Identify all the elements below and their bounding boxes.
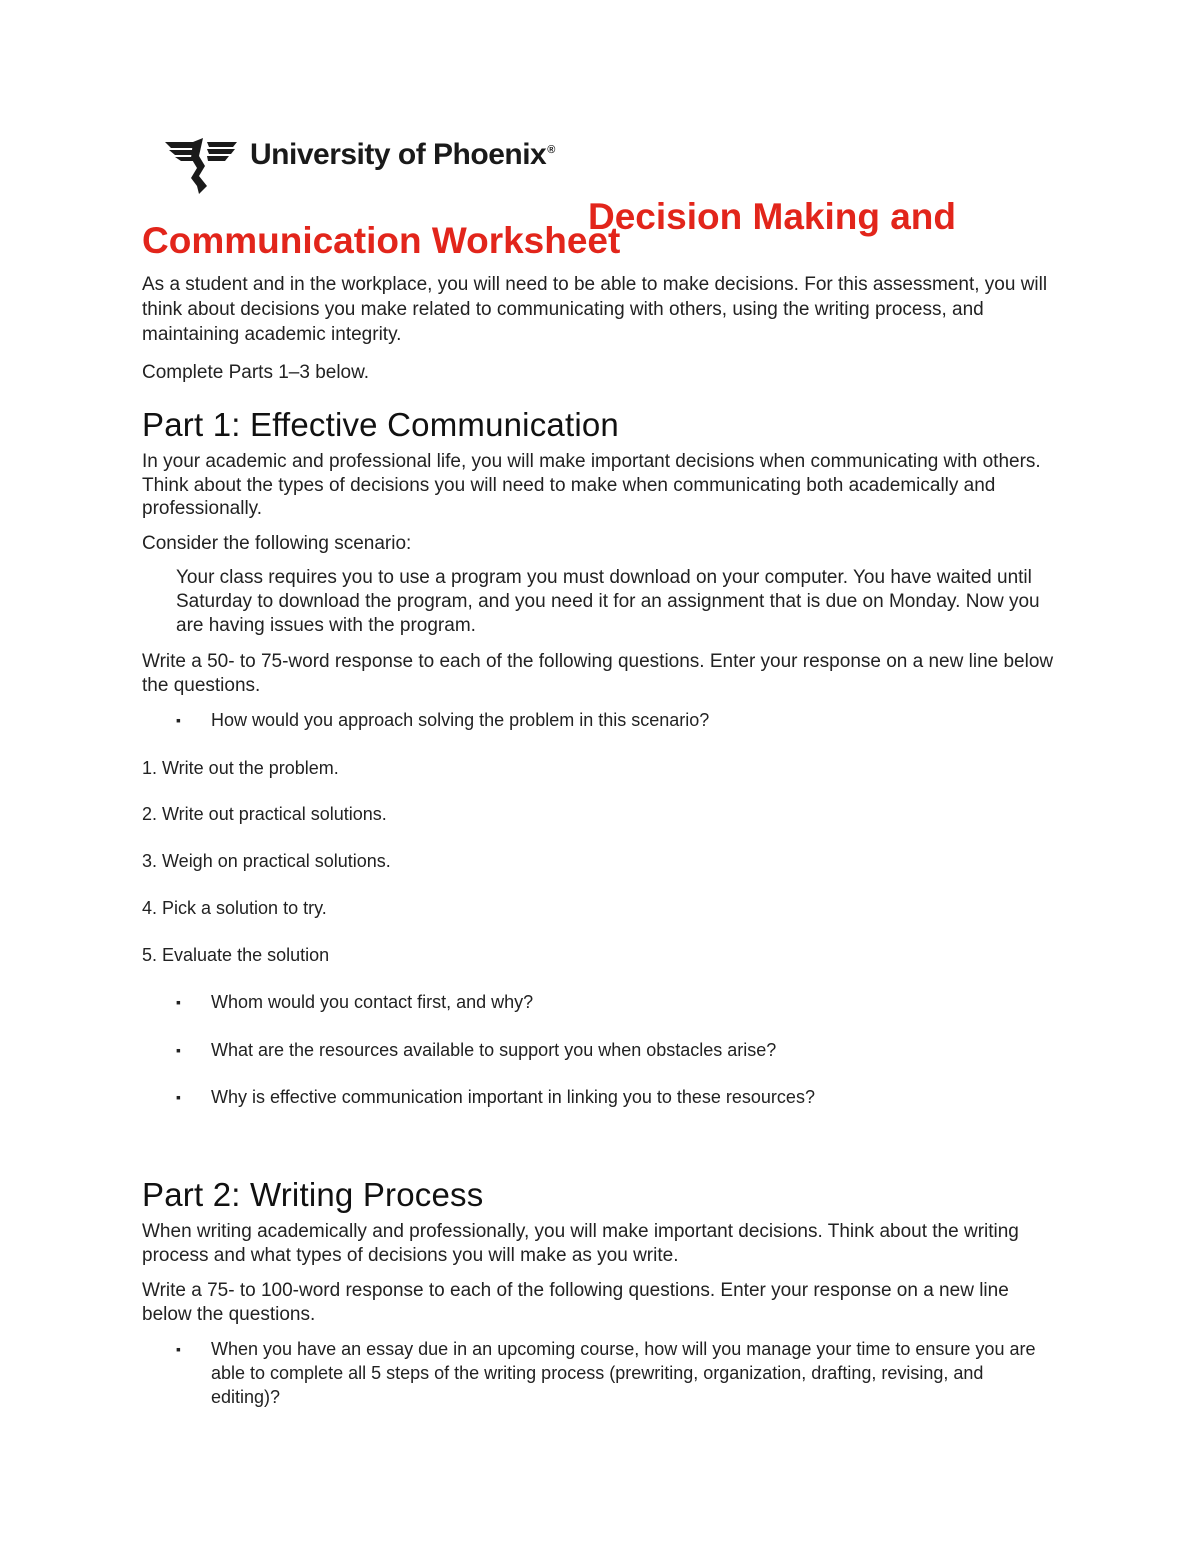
bullet-icon: ▪: [176, 1341, 181, 1357]
logo-wordmark: University of Phoenix®: [250, 138, 555, 171]
bullet-icon: ▪: [176, 994, 181, 1010]
part2-heading: Part 2: Writing Process: [142, 1176, 484, 1213]
part2-paragraph: When writing academically and professionally, you will make important decisions. Think about the writing process and what types of decisions you will make as you write.: [142, 1221, 1019, 1266]
part1-heading: Part 1: Effective Communication: [142, 406, 619, 443]
scenario-text: Your class requires you to use a program you must download on your computer. You have waited until Saturday to download the program, and you need it for an assignment that is due on Monday. Now you are having issues with the program.: [176, 567, 1040, 636]
step-item: 3. Weigh on practical solutions.: [142, 851, 391, 871]
intro-instruction: Complete Parts 1–3 below.: [142, 362, 370, 383]
step-item: 2. Write out practical solutions.: [142, 804, 387, 824]
part2-instruction: Write a 75- to 100-word response to each of the following questions. Enter your response on a new line below the questions.: [142, 1280, 1009, 1325]
document-title-line2: Communication Worksheet: [142, 220, 621, 261]
document-title-line1: Decision Making and: [588, 196, 957, 237]
bullet-icon: ▪: [176, 712, 181, 728]
step-item: 5. Evaluate the solution: [142, 945, 330, 965]
step-item: 1. Write out the problem.: [142, 758, 339, 778]
intro-paragraph: As a student and in the workplace, you will need to be able to make decisions. For this assessment, you will think about decisions you make related to communicating with others, using the writing process, and maintaining academic integrity.: [142, 274, 1048, 345]
bullet-icon: ▪: [176, 1042, 181, 1058]
part1-paragraph: In your academic and professional life, you will make important decisions when communicating with others. Think about the types of decisions you will need to make when communicating both academically and professionally.: [142, 451, 1041, 519]
bullet-icon: ▪: [176, 1089, 181, 1105]
part1-consider: Consider the following scenario:: [142, 533, 412, 554]
university-logo: [163, 136, 563, 198]
document-page: University of Phoenix® Decision Making and Communication Worksheet As a student and in the workplace, you will need to be able to make decisions. For this assessment, you will think about decisions you make related to communicating with others, using the writing process, and maintaining academic integrity. Complete Parts 1–3 below. Part 1: Effective Communication In your academic and professional life, you will make important decisions when communicating with others. Think about the types of decisions you will need to make when communicating both academically and professionally. Consider the following scenario: Your class requires you to use a program you must download on your computer. You have waited until Saturday to download the program, and you need it for an assignment that is due on Monday. Now you are having issues with the program. Write a 50- to 75-word response to each of the following questions. Enter your response on a new line below the questions. ▪ How would you approach solving the problem in this scenario? 1. Write out the problem. 2. Write out practical solutions. 3. Weigh on practical solutions. 4. Pick a solution to try. 5. Evaluate the solution ▪ Whom would you contact first, and why? ▪ What are the resources available to support you when obstacles arise? ▪ Why is effective communication important in linking you to these resources? Part 2: Writing Process When writing academically and professionally, you will make important decisions. Think about the writing process and what types of decisions you will make as you write. Write a 75- to 100-word response to each of the following questions. Enter your response on a new line below the questions. ▪ When you have an essay due in an upcoming course, how will you manage your time to ensure you are able to complete all 5 steps of the writing process (prewriting, organization, drafting, revising, and editing)?: [0, 0, 1200, 1553]
phoenix-logo-icon: [163, 136, 243, 196]
part1-instruction: Write a 50- to 75-word response to each of the following questions. Enter your response on a new line below the questions.: [142, 651, 1054, 696]
step-item: 4. Pick a solution to try.: [142, 898, 327, 918]
